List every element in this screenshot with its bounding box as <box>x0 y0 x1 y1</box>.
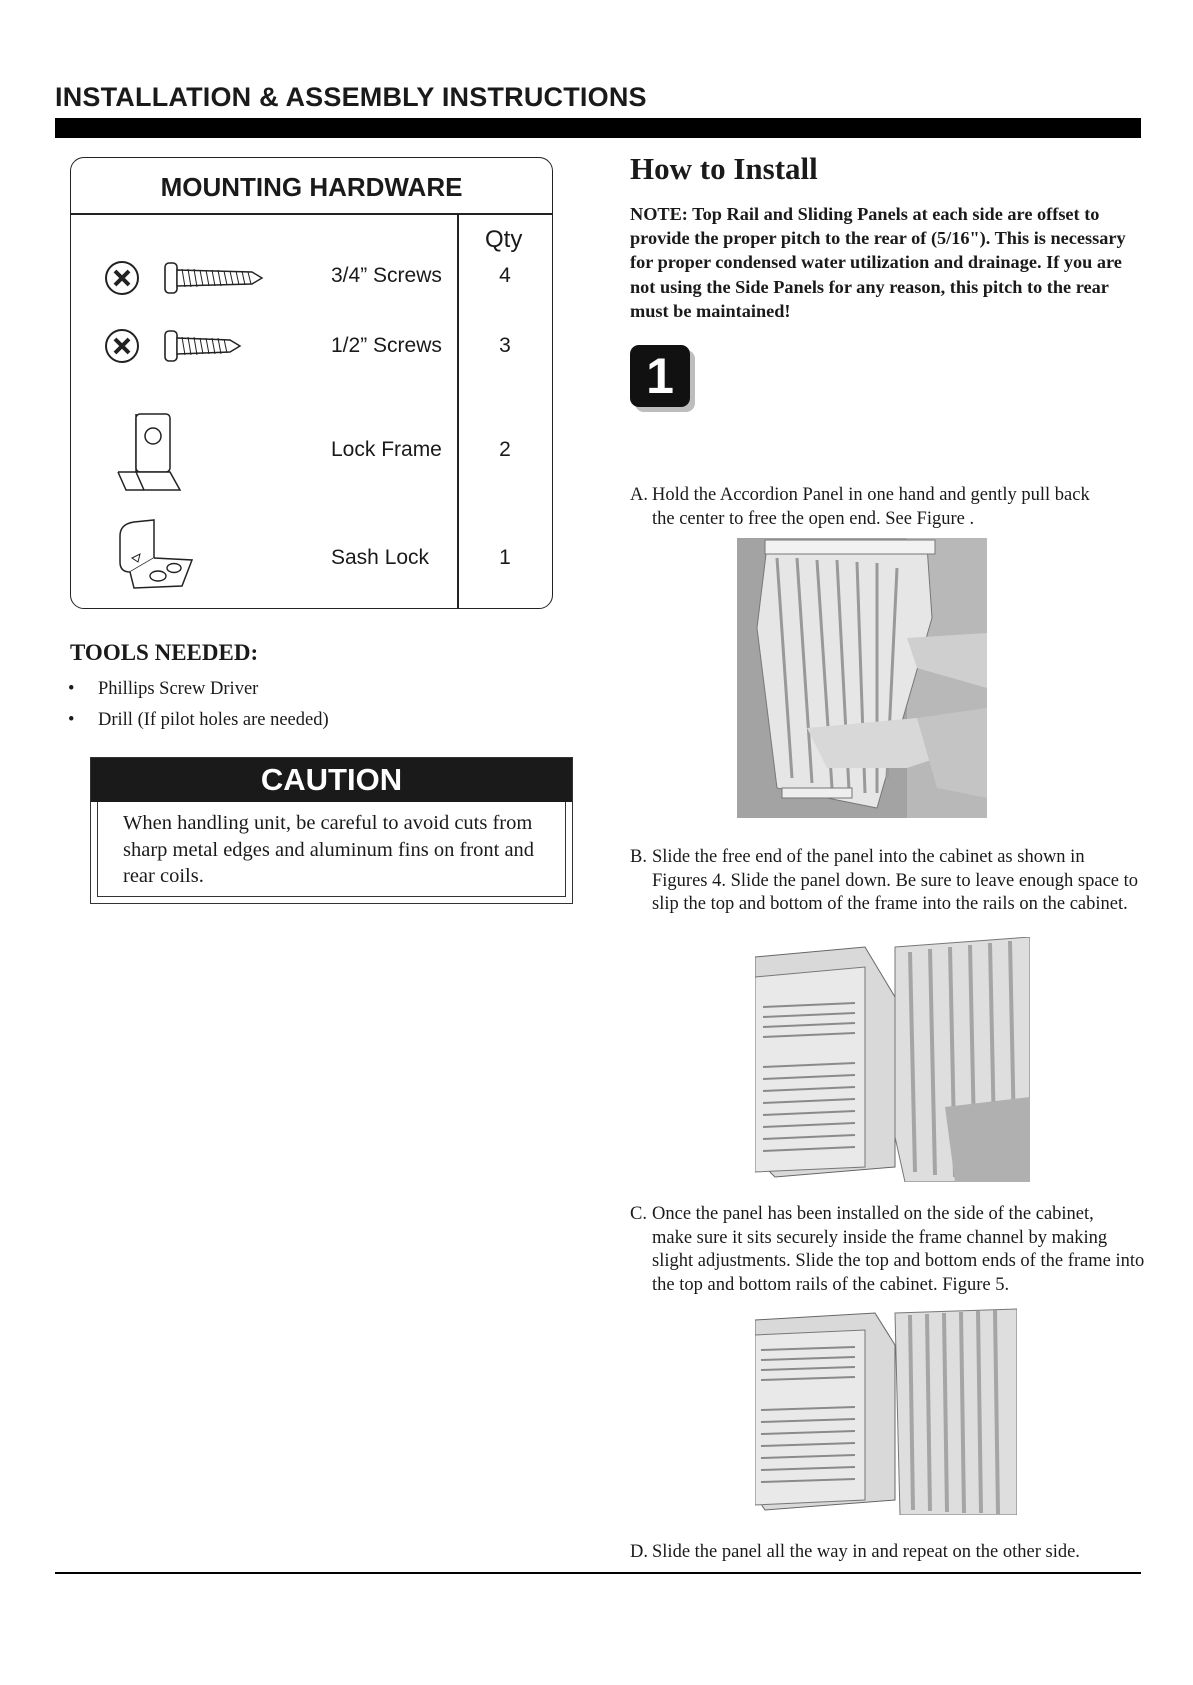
tool-item <box>68 710 329 731</box>
caution-text: When handling unit, be careful to avoid cuts from sharp metal edges and aluminum fins on front and rear coils. <box>123 812 535 887</box>
step-continuation: the center to free the open end. See Figure . <box>652 508 975 529</box>
short-screw-icon <box>102 326 272 366</box>
step-b <box>630 846 1150 917</box>
hardware-name: Lock Frame <box>331 438 442 461</box>
step-a <box>630 484 1150 531</box>
tool-label: Phillips Screw Driver <box>98 679 259 699</box>
table-divider-horizontal <box>70 213 553 215</box>
step-label: D. <box>630 1542 648 1562</box>
qty-header: Qty <box>485 226 523 253</box>
install-title: How to Install <box>630 151 818 186</box>
install-note: NOTE: Top Rail and Sliding Panels at each side are offset to provide the proper pitch to the rear of (5/16"). This is necessary for proper condensed water utilization and drainage. If you are not using the Side Panels for any reason, this pitch to the rear must be maintained! <box>630 204 1126 321</box>
hardware-qty: 3 <box>499 334 511 357</box>
bullet-icon: • <box>68 710 75 730</box>
table-divider-vertical <box>457 213 459 608</box>
caution-title: CAUTION <box>91 758 572 802</box>
step-d <box>630 1541 1150 1565</box>
step-label: A. <box>630 485 648 505</box>
step-first-line: Once the panel has been installed on the side of the cabinet, <box>652 1204 1094 1224</box>
hardware-name: 1/2” Screws <box>331 334 442 357</box>
hardware-qty: 2 <box>499 438 511 461</box>
accordion-panel-photo <box>737 538 987 818</box>
hardware-name: Sash Lock <box>331 546 430 569</box>
title-bar <box>55 118 1141 138</box>
step-first-line: Slide the free end of the panel into the cabinet as shown in <box>652 847 1085 867</box>
step-first-line: Slide the panel all the way in and repeat on the other side. <box>652 1542 1080 1562</box>
step-label: B. <box>630 847 647 867</box>
step-first-line: Hold the Accordion Panel in one hand and gently pull back <box>652 485 1090 505</box>
hardware-qty: 4 <box>499 264 511 287</box>
hardware-name: 3/4” Screws <box>331 264 442 287</box>
step-continuation: Figures 4. Slide the panel down. Be sure to leave enough space to slip the top and bottom of the frame into the rails on the cabinet. <box>652 870 1139 914</box>
step-label: C. <box>630 1204 647 1224</box>
long-screw-icon <box>102 258 272 298</box>
mounting-hardware-title: MOUNTING HARDWARE <box>160 172 463 202</box>
sash-lock-icon <box>112 518 202 593</box>
bullet-icon: • <box>68 679 75 699</box>
page-title: INSTALLATION & ASSEMBLY INSTRUCTIONS <box>55 82 647 112</box>
step-c <box>630 1203 1150 1297</box>
tool-label: Drill (If pilot holes are needed) <box>98 710 329 730</box>
step-continuation: make sure it sits securely inside the frame channel by making slight adjustments. Slide the top and bottom ends of the frame into the top and bottom rails of the cabinet. Figure 5. <box>652 1227 1145 1295</box>
tools-needed-title: TOOLS NEEDED: <box>70 640 259 665</box>
tool-item <box>68 679 258 700</box>
step-number-badge: 1 <box>630 345 690 407</box>
cabinet-panel-photo <box>755 937 1030 1182</box>
hardware-qty: 1 <box>499 546 511 569</box>
footer-rule <box>55 1572 1141 1574</box>
lock-frame-icon <box>108 410 188 500</box>
installed-panel-photo <box>755 1305 1017 1515</box>
